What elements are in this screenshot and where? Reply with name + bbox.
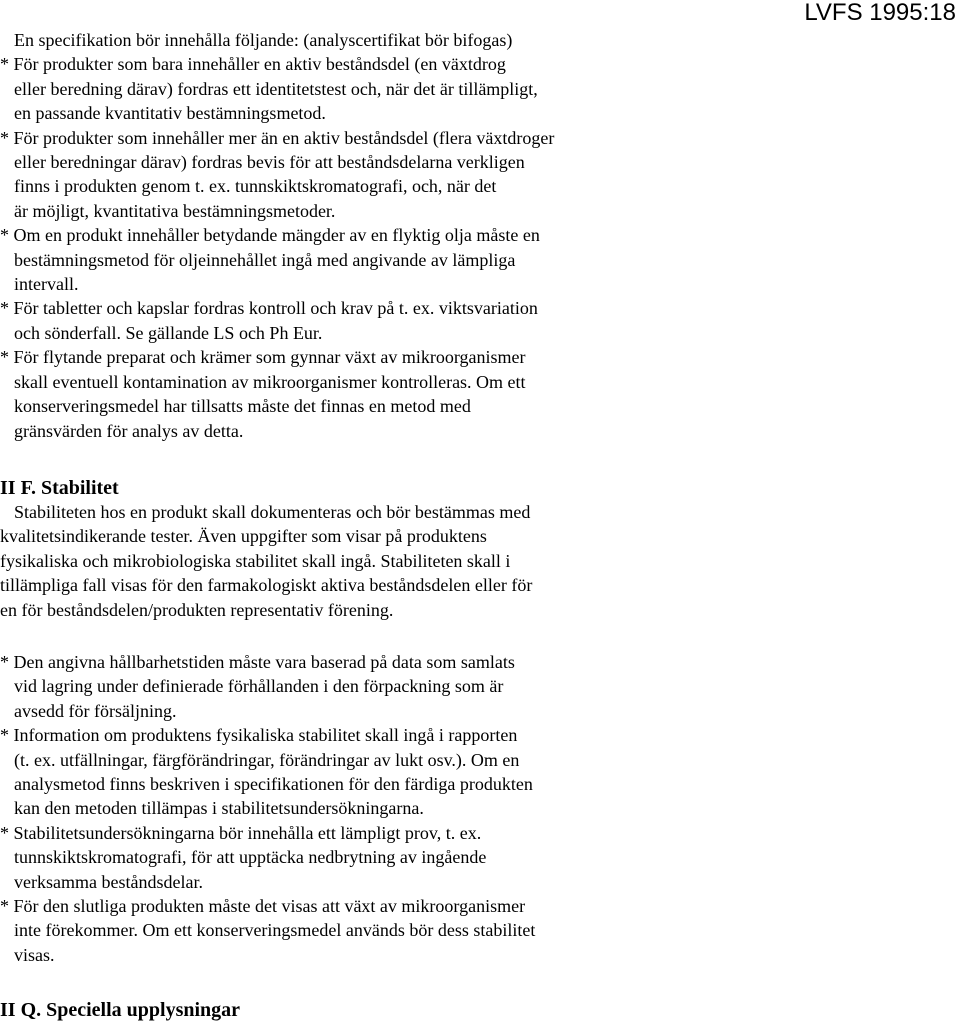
text-line: * För flytande preparat och krämer som gynnar växt av mikroorganismer	[0, 347, 526, 368]
text-line: visas.	[14, 944, 55, 965]
section-q-heading: II Q. Speciella upplysningar	[0, 999, 241, 1021]
text-line: * Stabilitetsundersökningarna bör innehålla ett lämpligt prov, t. ex.	[0, 822, 482, 843]
text-line: fysikaliska och mikrobiologiska stabilitet skall ingå. Stabiliteten skall i	[0, 550, 511, 571]
text-line: tillämpliga fall visas för den farmakologiskt aktiva beståndsdelen eller för	[0, 575, 533, 596]
text-line: bestämningsmetod för oljeinnehållet ingå med angivande av lämpliga	[14, 249, 516, 270]
stability-intro-paragraph	[0, 500, 532, 622]
text-line: Stabiliteten hos en produkt skall dokumenteras och bör bestämmas med	[14, 502, 531, 522]
text-line: analysmetod finns beskriven i specifikationen för den färdiga produkten	[14, 774, 533, 795]
text-line: * Den angivna hållbarhetstiden måste vara baserad på data som samlats	[0, 652, 515, 672]
text-line: och sönderfall. Se gällande LS och Ph Eur.	[14, 322, 323, 343]
specification-block	[0, 28, 554, 443]
text-line: * För produkter som innehåller mer än en aktiv beståndsdel (flera växtdroger	[0, 127, 555, 148]
text-line: kan den metoden tillämpas i stabilitetsundersökningarna.	[14, 798, 424, 819]
text-line: * För produkter som bara innehåller en aktiv beståndsdel (en växtdrog	[0, 54, 506, 75]
text-line: en för beståndsdelen/produkten representativ förening.	[0, 599, 394, 620]
text-line: en passande kvantitativ bestämningsmetod.	[14, 103, 326, 124]
text-line: eller beredningar därav) fordras bevis för att beståndsdelarna verkligen	[14, 152, 525, 173]
text-line: gränsvärden för analys av detta.	[14, 420, 244, 441]
text-line: inte förekommer. Om ett konserveringsmedel används bör dess stabilitet	[14, 920, 536, 941]
text-line: finns i produkten genom t. ex. tunnskiktskromatografi, och, när det	[14, 176, 497, 197]
text-line: * För tabletter och kapslar fordras kontroll och krav på t. ex. viktsvariation	[0, 298, 538, 319]
text-line: * Information om produktens fysikaliska stabilitet skall ingå i rapporten	[0, 725, 518, 746]
text-line: (t. ex. utfällningar, färgförändringar, förändringar av lukt osv.). Om en	[14, 749, 520, 770]
text-line: skall eventuell kontamination av mikroorganismer kontrolleras. Om ett	[14, 371, 526, 392]
text-line: tunnskiktskromatografi, för att upptäcka nedbrytning av ingående	[14, 847, 487, 868]
text-line: En specifikation bör innehålla följande: (analyscertifikat bör bifogas)	[14, 30, 513, 50]
stability-requirements-list	[0, 650, 535, 967]
text-line: kvalitetsindikerande tester. Även uppgifter som visar på produktens	[0, 526, 487, 547]
text-line: är möjligt, kvantitativa bestämningsmetoder.	[14, 200, 336, 221]
text-line: avsedd för försäljning.	[14, 700, 177, 721]
text-line: vid lagring under definierade förhållanden i den förpackning som är	[14, 676, 504, 697]
text-line: verksamma beståndsdelar.	[14, 871, 203, 892]
document-code: LVFS 1995:18	[804, 0, 956, 26]
text-line: * Om en produkt innehåller betydande mängder av en flyktig olja måste en	[0, 225, 540, 246]
section-f-heading: II F. Stabilitet	[0, 477, 119, 499]
text-line: konserveringsmedel har tillsatts måste det finnas en metod med	[14, 396, 471, 417]
text-line: * För den slutliga produkten måste det visas att växt av mikroorganismer	[0, 896, 526, 917]
text-line: intervall.	[14, 274, 79, 295]
text-line: eller beredning därav) fordras ett identitetstest och, när det är tillämpligt,	[14, 78, 538, 99]
